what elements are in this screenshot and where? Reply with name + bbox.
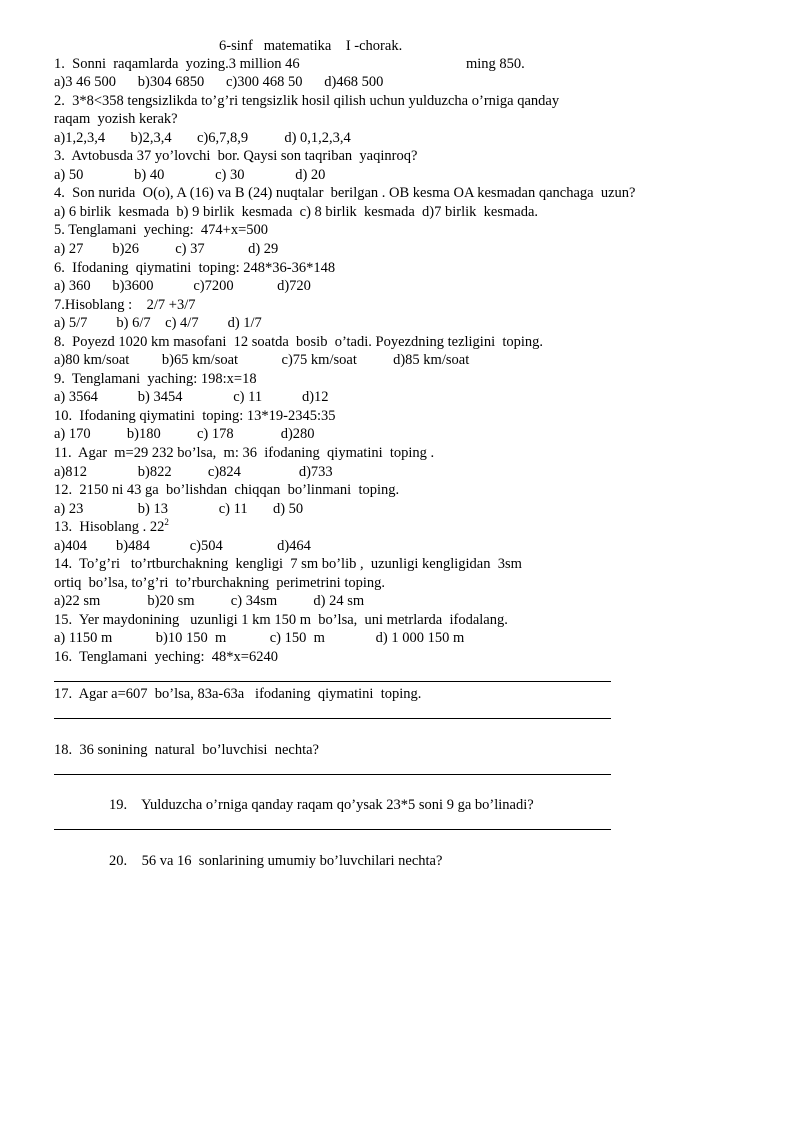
answer-line-16[interactable]	[54, 681, 611, 682]
question-3-options: a) 50 b) 40 c) 30 d) 20	[54, 167, 326, 183]
question-2-options: a)1,2,3,4 b)2,3,4 c)6,7,8,9 d) 0,1,2,3,4	[54, 130, 351, 146]
question-14: 14. To’g’ri to’rtburchakning kengligi 7 sm bo’lib , uzunligi kengligidan 3sm	[54, 556, 522, 572]
question-13-exponent: 2	[164, 517, 169, 528]
question-7: 7.Hisoblang : 2/7 +3/7	[54, 297, 196, 313]
question-14-line-2: ortiq bo’lsa, to’g’ri to’rburchakning perimetrini toping.	[54, 575, 386, 591]
question-11-options: a)812 b)822 c)824 d)733	[54, 464, 333, 480]
question-4-options: a) 6 birlik kesmada b) 9 birlik kesmada c) 8 birlik kesmada d)7 birlik kesmada.	[54, 204, 539, 220]
question-11: 11. Agar m=29 232 bo’lsa, m: 36 ifodaning qiymatini toping .	[54, 445, 435, 461]
question-7-options: a) 5/7 b) 6/7 c) 4/7 d) 1/7	[54, 315, 262, 331]
question-2: 2. 3*8<358 tengsizlikda to’g’ri tengsizlik hosil qilish uchun yulduzcha o’rniga qanday	[54, 93, 560, 109]
question-5-options: a) 27 b)26 c) 37 d) 29	[54, 241, 279, 257]
question-1: 1. Sonni raqamlarda yozing.3 million 46	[54, 56, 300, 72]
question-4: 4. Son nurida O(o), A (16) va B (24) nuqtalar berilgan . OB kesma OA kesmadan qanchaga uzun?	[54, 185, 636, 201]
answer-line-17[interactable]	[54, 718, 611, 719]
question-13-text: 13. Hisoblang . 22	[54, 519, 165, 535]
question-17: 17. Agar a=607 bo’lsa, 83a-63a ifodaning qiymatini toping.	[54, 686, 422, 702]
question-2-line-2: raqam yozish kerak?	[54, 111, 178, 127]
question-5: 5. Tenglamani yeching: 474+x=500	[54, 222, 269, 238]
page-title: 6-sinf matematika I -chorak.	[219, 38, 403, 54]
question-9-options: a) 3564 b) 3454 c) 11 d)12	[54, 389, 329, 405]
question-18: 18. 36 sonining natural bo’luvchisi nechta?	[54, 742, 319, 758]
question-14-options: a)22 sm b)20 sm c) 34sm d) 24 sm	[54, 593, 365, 609]
question-8-options: a)80 km/soat b)65 km/soat c)75 km/soat d)85 km/soat	[54, 352, 470, 368]
question-12: 12. 2150 ni 43 ga bo’lishdan chiqqan bo’linmani toping.	[54, 482, 400, 498]
question-6-options: a) 360 b)3600 c)7200 d)720	[54, 278, 311, 294]
question-9: 9. Tenglamani yaching: 198:x=18	[54, 371, 257, 387]
question-15-options: a) 1150 m b)10 150 m c) 150 m d) 1 000 150 m	[54, 630, 465, 646]
question-13-options: a)404 b)484 c)504 d)464	[54, 538, 311, 554]
question-8: 8. Poyezd 1020 km masofani 12 soatda bosib o’tadi. Poyezdning tezligini toping.	[54, 334, 544, 350]
answer-line-19[interactable]	[54, 829, 611, 830]
question-3: 3. Avtobusda 37 yo’lovchi bor. Qaysi son taqriban yaqinroq?	[54, 148, 418, 164]
question-10-options: a) 170 b)180 c) 178 d)280	[54, 426, 315, 442]
question-6: 6. Ifodaning qiymatini toping: 248*36-36*148	[54, 260, 336, 276]
question-12-options: a) 23 b) 13 c) 11 d) 50	[54, 501, 304, 517]
question-15: 15. Yer maydonining uzunligi 1 km 150 m bo’lsa, uni metrlarda ifodalang.	[54, 612, 508, 628]
question-16: 16. Tenglamani yeching: 48*x=6240	[54, 649, 278, 665]
question-13	[54, 518, 169, 536]
question-10: 10. Ifodaning qiymatini toping: 13*19-2345:35	[54, 408, 336, 424]
question-1-options: a)3 46 500 b)304 6850 c)300 468 50 d)468 500	[54, 74, 384, 90]
answer-line-18[interactable]	[54, 774, 611, 775]
question-19: 19. Yulduzcha o’rniga qanday raqam qo’ysak 23*5 soni 9 ga bo’linadi?	[109, 797, 534, 813]
question-1-continuation: ming 850.	[466, 56, 525, 72]
question-20: 20. 56 va 16 sonlarining umumiy bo’luvchilari nechta?	[109, 853, 443, 869]
